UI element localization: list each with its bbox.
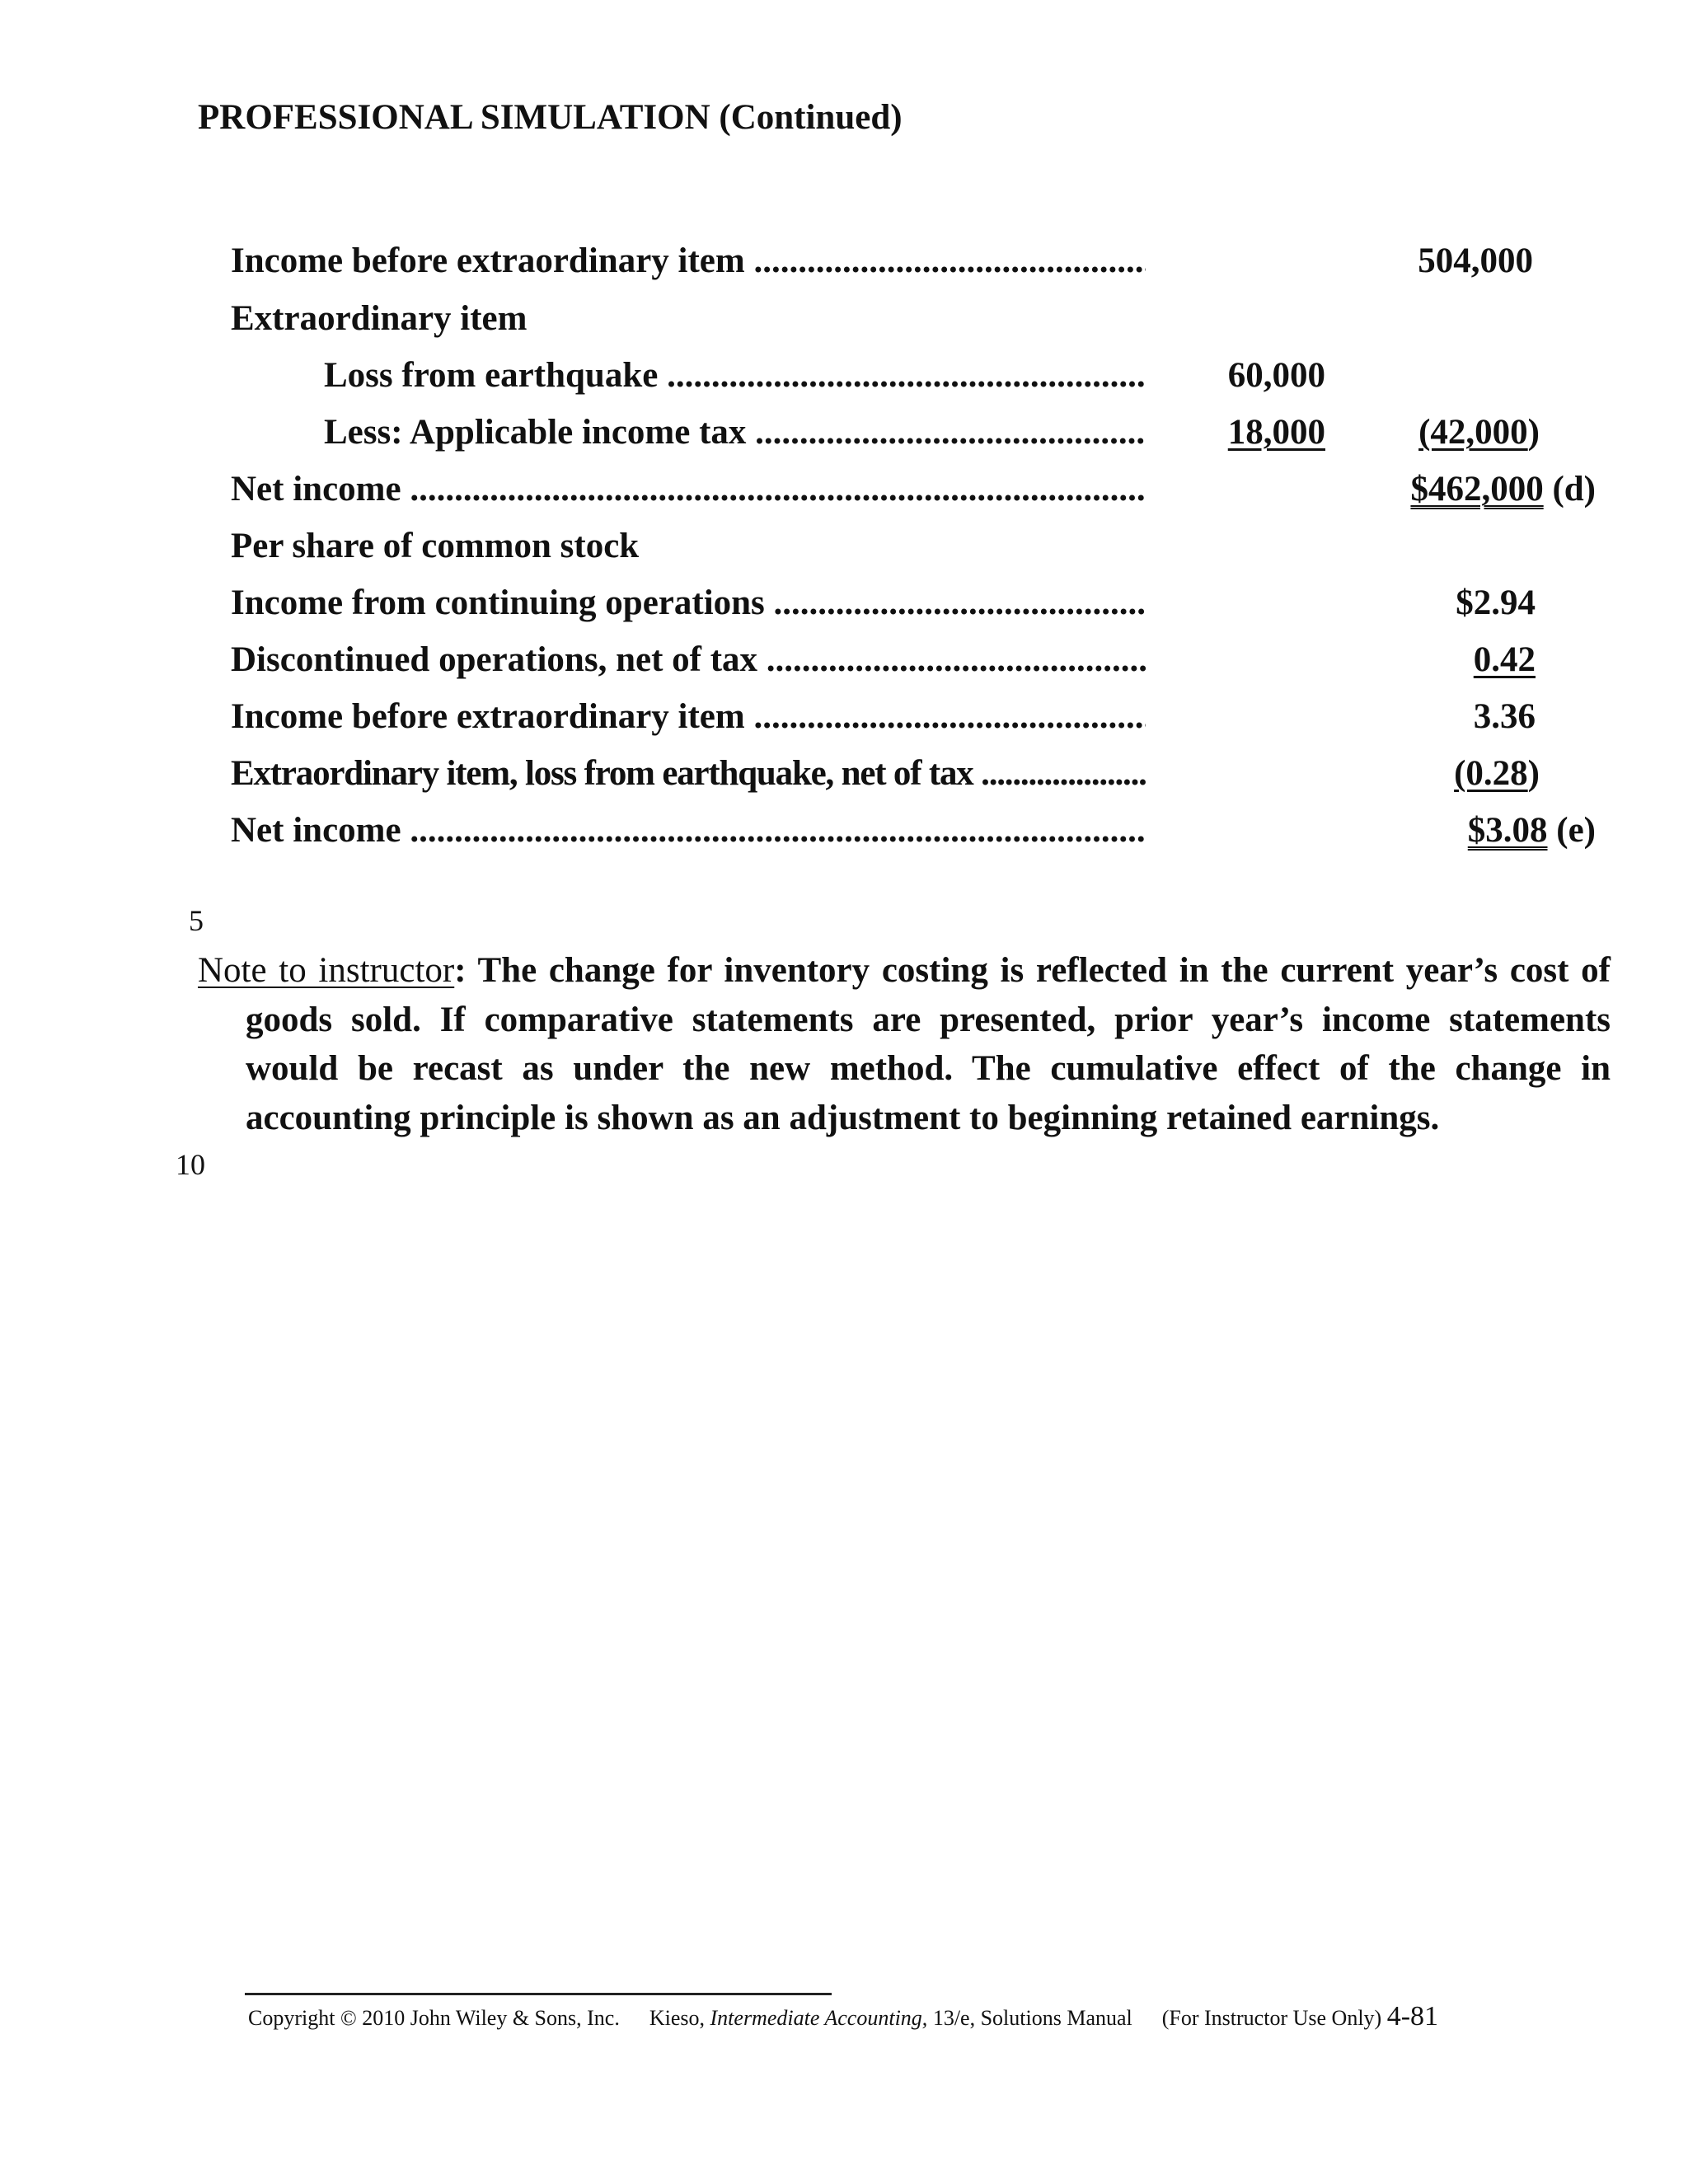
row-amount-suffix: ) [1527, 754, 1540, 793]
statement-row [0, 412, 1688, 470]
footer-edition: 13/e, Solutions Manual [927, 2006, 1132, 2030]
footer-author: Kieso, [649, 2006, 710, 2030]
row-amount-suffix: (d) [1543, 470, 1596, 509]
row-subamount: 60,000 [1227, 356, 1325, 395]
statement-row [0, 298, 1688, 356]
row-amount: 3.36 [1473, 697, 1536, 736]
row-amount: 0.42 [1473, 640, 1536, 679]
row-label: Net income ..... [231, 810, 1146, 851]
row-label: Net income ..... [231, 469, 1146, 509]
footer-copyright: Copyright © 2010 John Wiley & Sons, Inc. [248, 2006, 620, 2030]
line-number: 10 [176, 1148, 205, 1181]
row-amount-suffix: ) [1527, 413, 1540, 452]
note-heading: Note to instructor [198, 951, 455, 990]
statement-row [0, 696, 1688, 754]
row-label: Per share of common stock [231, 527, 640, 565]
row-label: Discontinued operations, net of tax ..... [231, 640, 1146, 680]
statement-row [0, 583, 1688, 640]
row-amount [1418, 412, 1540, 452]
row-amount [1410, 469, 1596, 509]
row-label: Extraordinary item [231, 299, 528, 338]
row-amount-value: (42,000 [1418, 413, 1528, 452]
row-amount: $2.94 [1456, 583, 1536, 622]
note-text: : The change for inventory costing is reflected in the current year’s cost of goods sold. If comparative statements are presented, prior year’s income statements would be recast as under the new method. The cumulative effect of the change in accounting principle is shown as an adjustment to beginning retained earnings. [246, 951, 1611, 1137]
line-number: 5 [189, 904, 204, 937]
row-amount-value: $462,000 [1410, 470, 1544, 509]
footer-book-title: Intermediate Accounting, [710, 2006, 928, 2030]
footer-usage: (For Instructor Use Only) [1161, 2006, 1382, 2030]
statement-row [0, 810, 1688, 868]
instructor-note [198, 946, 1611, 1142]
row-amount-value: (0.28 [1454, 754, 1528, 793]
row-label: Less: Applicable income tax ..... [324, 412, 1146, 452]
row-label: Income from continuing operations ..... [231, 583, 1146, 623]
statement-row [0, 640, 1688, 697]
statement-row [0, 469, 1688, 527]
statement-row [0, 526, 1688, 583]
row-amount-value: $3.08 [1467, 811, 1548, 850]
row-subamount: 18,000 [1227, 413, 1325, 452]
statement-row [0, 753, 1688, 811]
statement-row [0, 355, 1688, 413]
row-amount: 504,000 [1418, 241, 1533, 280]
footer-rule [245, 1993, 832, 1995]
row-amount [1468, 810, 1596, 851]
row-label: Income before extraordinary item ..... [231, 241, 1146, 281]
statement-row [0, 241, 1688, 298]
row-label: Extraordinary item, loss from earthquake, net of tax ..... [231, 753, 1146, 794]
page-footer [248, 2001, 1438, 2032]
row-label: Loss from earthquake ..... [324, 355, 1146, 396]
page-number: 4-81 [1386, 2001, 1439, 2032]
page-title: PROFESSIONAL SIMULATION (Continued) [198, 98, 903, 137]
row-amount-suffix: (e) [1547, 811, 1596, 850]
row-amount [1454, 753, 1540, 794]
row-label: Income before extraordinary item ..... [231, 696, 1146, 737]
